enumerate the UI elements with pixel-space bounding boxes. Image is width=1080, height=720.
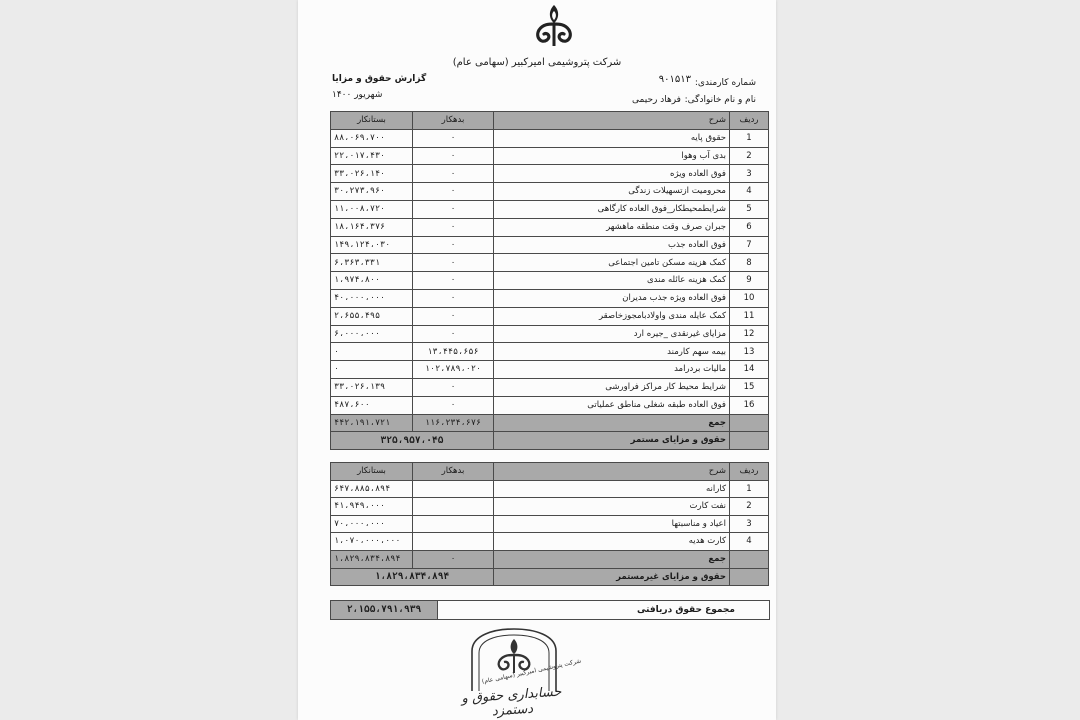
employee-id-label: شماره کارمندی: (694, 78, 756, 88)
table-row: ۳۳،۰۲۶،۱۳۹ ۰ شرایط محیط کار مراکز فراورشی 15 (331, 378, 769, 396)
company-logo-icon (529, 2, 579, 52)
header-index: ردیف (730, 112, 769, 130)
table-row: ۰ ۱۰۲،۷۸۹،۰۲۰ مالیات بردرامد 14 (331, 361, 769, 379)
table-row: ۳۳،۰۲۶،۱۴۰ ۰ فوق العاده ویژه 3 (331, 165, 769, 183)
table-row: ۶،۳۶۳،۳۳۱ ۰ کمک هزینه مسکن تامین اجتماعی 8 (331, 254, 769, 272)
name-label: نام و نام خانوادگی: (684, 95, 756, 105)
stamp-department: حسابداری حقوق و دستمزد (461, 684, 562, 720)
salary-table (330, 111, 769, 450)
table-row: ۸۸،۰۶۹،۷۰۰ ۰ حقوق پایه 1 (331, 129, 769, 147)
table-row: ۱۱،۰۰۸،۷۲۰ ۰ شرایطمحیطکار_فوق العاده کارگاهی 5 (331, 200, 769, 218)
sum-creditor: ۴۴۲،۱۹۱،۷۲۱ (331, 414, 413, 432)
report-period: شهریور ۱۴۰۰ (332, 90, 383, 100)
header-debtor: بدهکار (413, 463, 494, 481)
table-row: ۱۴۹،۱۲۴،۰۳۰ ۰ فوق العاده جذب 7 (331, 236, 769, 254)
stamp-ring-text: شرکت پتروشیمی امیرکبیر (سهامی عام) (481, 657, 582, 686)
net-row (331, 568, 769, 586)
table-row: ۴۸۷،۶۰۰ ۰ فوق العاده طبقه شغلی مناطق عملیاتی 16 (331, 396, 769, 414)
table-row: ۱،۰۷۰،۰۰۰،۰۰۰ کارت هدیه 4 (331, 533, 769, 551)
net-row (331, 432, 769, 450)
header-creditor: بستانکار (331, 463, 413, 481)
sum-label: جمع (494, 550, 730, 568)
table-row: ۲،۶۵۵،۴۹۵ ۰ کمک عایله مندی واولادبامجوزخاصقر 11 (331, 307, 769, 325)
net-label: حقوق و مزایای مستمر (494, 432, 730, 450)
header-index: ردیف (730, 463, 769, 481)
table-row: ۳۰،۲۷۳،۹۶۰ ۰ محرومیت ازتسهیلات زندگی 4 (331, 183, 769, 201)
table-row: ۴۱،۹۴۹،۰۰۰ نفت کارت 2 (331, 498, 769, 516)
employee-name: فرهاد رحیمی (632, 95, 681, 105)
table-row: ۴۰،۰۰۰،۰۰۰ ۰ فوق العاده ویژه جذب مدیران 10 (331, 289, 769, 307)
salary-table-header (331, 112, 769, 130)
sum-label: جمع (494, 414, 730, 432)
sum-row (331, 550, 769, 568)
total-label: مجموع حقوق دریافتی (636, 605, 735, 615)
header-description: شرح (494, 463, 730, 481)
table-row: ۷۰،۰۰۰،۰۰۰ اعیاد و مناسبتها 3 (331, 515, 769, 533)
table-row: ۱،۹۷۴،۸۰۰ ۰ کمک هزینه عائله مندی 9 (331, 272, 769, 290)
header-creditor: بستانکار (331, 112, 413, 130)
table-row: ۱۸،۱۶۴،۳۷۶ ۰ جبران صرف وقت منطقه ماهشهر 6 (331, 218, 769, 236)
stamp-logo-icon (464, 627, 564, 691)
sum-creditor: ۱،۸۲۹،۸۳۴،۸۹۴ (331, 550, 413, 568)
table-row: ۶،۰۰۰،۰۰۰ ۰ مزایای غیرنقدی _جیره ارد 12 (331, 325, 769, 343)
table-row: ۰ ۱۳،۴۴۵،۶۵۶ بیمه سهم کارمند 13 (331, 343, 769, 361)
net-value: ۱،۸۲۹،۸۳۴،۸۹۴ (331, 568, 494, 586)
bonus-table (330, 462, 769, 586)
table-row: ۲۲،۰۱۷،۴۳۰ ۰ بدی آب وهوا 2 (331, 147, 769, 165)
employee-id: ۹۰۱۵۱۳ (658, 74, 691, 85)
header-debtor: بدهکار (413, 112, 494, 130)
company-name: شرکت پتروشیمی امیرکبیر (سهامی عام) (452, 57, 622, 68)
header-description: شرح (494, 112, 730, 130)
sum-row (331, 414, 769, 432)
sum-debtor: ۰ (413, 550, 494, 568)
table-row: ۶۴۷،۸۸۵،۸۹۴ کارانه 1 (331, 480, 769, 498)
bonus-table-header (331, 463, 769, 481)
total-value: ۲،۱۵۵،۷۹۱،۹۳۹ (331, 601, 438, 619)
net-value: ۳۲۵،۹۵۷،۰۴۵ (331, 432, 494, 450)
report-title: گزارش حقوق و مزایا (332, 74, 427, 84)
net-label: حقوق و مزایای غیرمستمر (494, 568, 730, 586)
total-received (330, 600, 770, 620)
sum-debtor: ۱۱۶،۲۳۴،۶۷۶ (413, 414, 494, 432)
payslip-page (298, 0, 776, 720)
